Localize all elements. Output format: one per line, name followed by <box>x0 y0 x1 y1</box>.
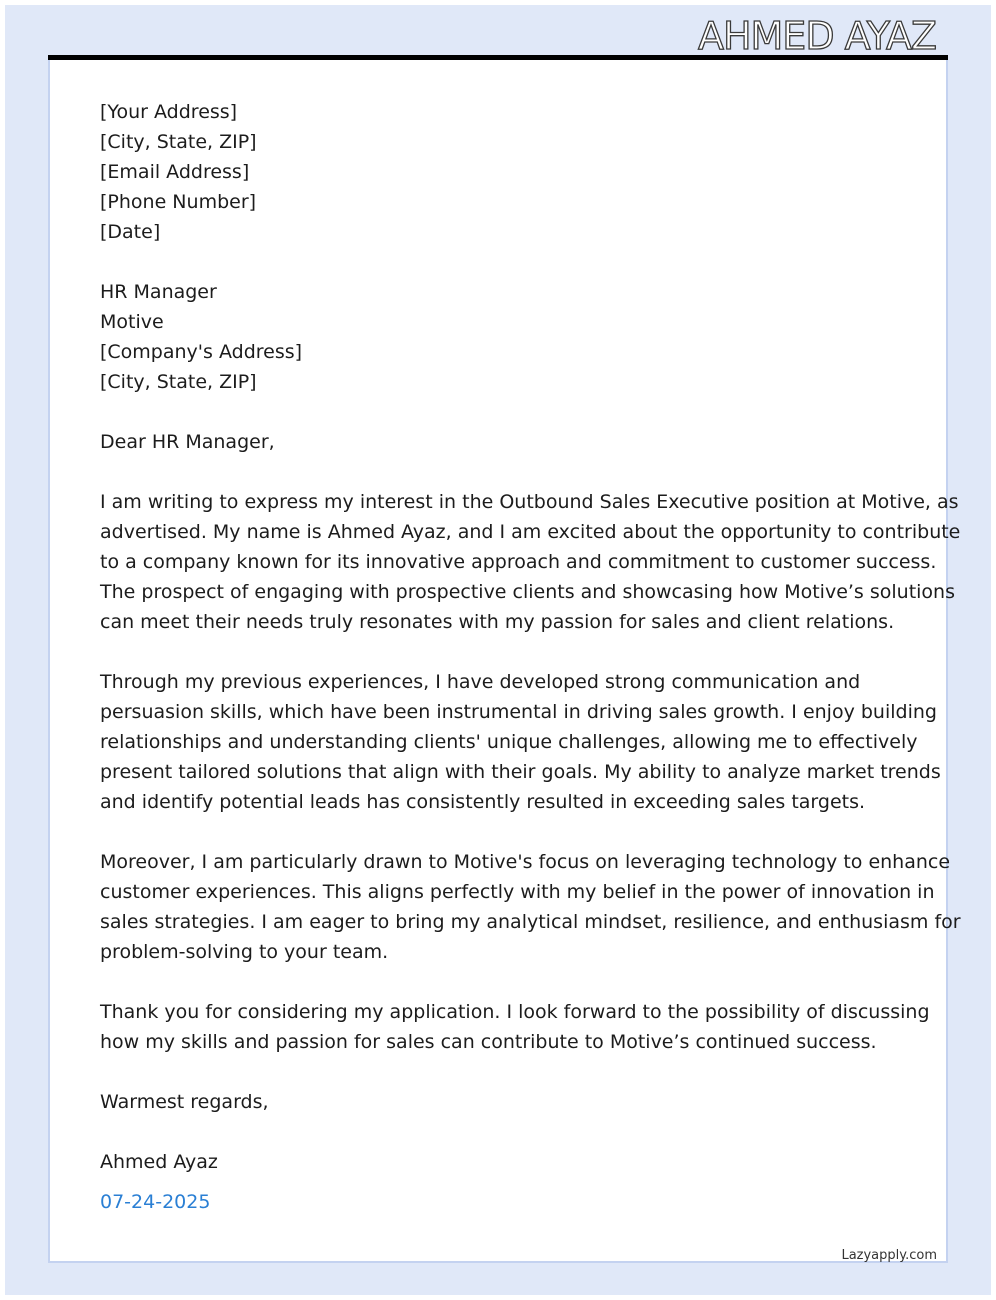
footer-brand: Lazyapply.com <box>841 1248 937 1263</box>
sender-email: [Email Address] <box>100 161 250 183</box>
paragraph-4 <box>100 997 930 1057</box>
letter-body <box>100 97 961 1217</box>
sender-phone: [Phone Number] <box>100 191 257 213</box>
paragraph-line: persuasion skills, which have been instrumental in driving sales growth. I enjoy building <box>100 701 937 723</box>
sender-address: [Your Address] <box>100 101 238 123</box>
paragraph-line: The prospect of engaging with prospective clients and showcasing how Motive’s solutions <box>100 581 955 603</box>
paragraph-line: how my skills and passion for sales can contribute to Motive’s continued success. <box>100 1031 877 1053</box>
paragraph-3 <box>100 847 961 967</box>
paragraph-line: problem-solving to your team. <box>100 941 389 963</box>
salutation: Dear HR Manager, <box>100 431 275 453</box>
paragraph-line: advertised. My name is Ahmed Ayaz, and I am excited about the opportunity to contribute <box>100 521 961 543</box>
paragraph-1 <box>100 487 961 637</box>
sender-block <box>100 97 900 247</box>
signature: Ahmed Ayaz <box>100 1151 218 1173</box>
paragraph-line: Moreover, I am particularly drawn to Motive's focus on leveraging technology to enhance <box>100 851 951 873</box>
paragraph-line: customer experiences. This aligns perfectly with my belief in the power of innovation in <box>100 881 935 903</box>
signed-date: 07-24-2025 <box>100 1191 211 1213</box>
recipient-title: HR Manager <box>100 281 217 303</box>
sender-date: [Date] <box>100 221 161 243</box>
paragraph-2 <box>100 667 941 817</box>
paragraph-line: present tailored solutions that align with their goals. My ability to analyze market trends <box>100 761 941 783</box>
applicant-name-header: AHMED AYAZ <box>697 14 936 58</box>
sender-city: [City, State, ZIP] <box>100 131 257 153</box>
paragraph-line: relationships and understanding clients' unique challenges, allowing me to effectively <box>100 731 918 753</box>
paragraph-line: can meet their needs truly resonates with my passion for sales and client relations. <box>100 611 895 633</box>
recipient-address: [Company's Address] <box>100 341 303 363</box>
paragraph-line: and identify potential leads has consistently resulted in exceeding sales targets. <box>100 791 866 813</box>
recipient-city: [City, State, ZIP] <box>100 371 257 393</box>
paragraph-line: Through my previous experiences, I have developed strong communication and <box>100 671 861 693</box>
recipient-company: Motive <box>100 311 164 333</box>
paragraph-line: to a company known for its innovative approach and commitment to customer success. <box>100 551 937 573</box>
closing: Warmest regards, <box>100 1091 269 1113</box>
paragraph-line: Thank you for considering my application. I look forward to the possibility of discussing <box>100 1001 930 1023</box>
paragraph-line: sales strategies. I am eager to bring my analytical mindset, resilience, and enthusiasm for <box>100 911 961 933</box>
recipient-block <box>100 277 900 397</box>
paragraph-line: I am writing to express my interest in the Outbound Sales Executive position at Motive, as <box>100 491 959 513</box>
